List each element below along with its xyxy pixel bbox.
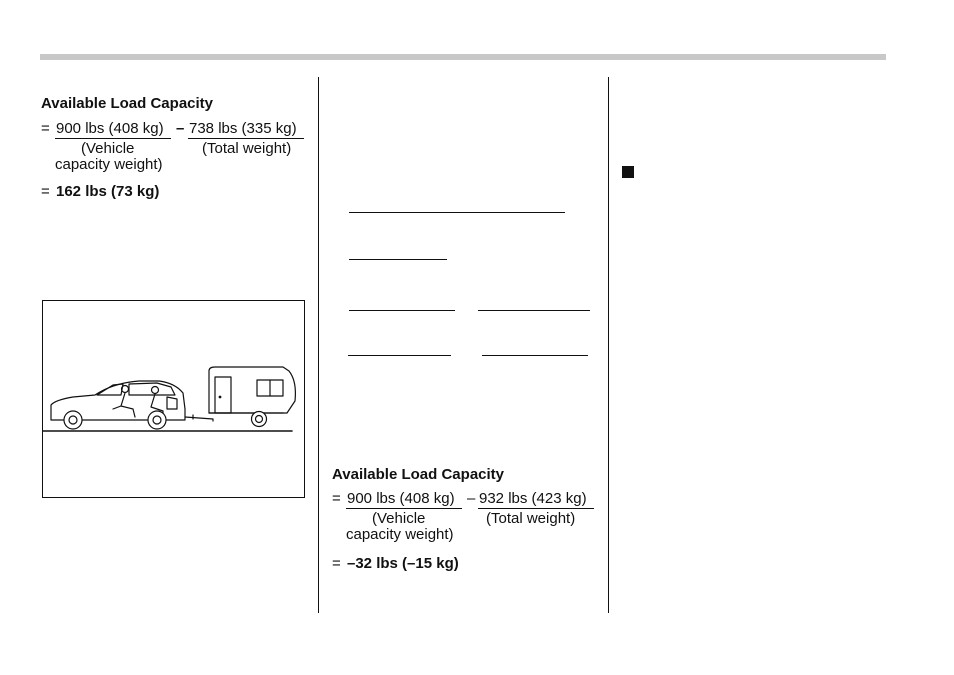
total-weight-value-1: 738 lbs (335 kg) [189, 120, 297, 137]
vehicle-capacity-value-2: 900 lbs (408 kg) [347, 490, 455, 507]
vehicle-label-1: (Vehicle [81, 140, 135, 157]
total-weight-value-2: 932 lbs (423 kg) [479, 490, 587, 507]
header-rule [40, 54, 886, 60]
column-divider-2 [608, 77, 609, 613]
blank-line-3b [478, 310, 590, 311]
result-value-2: –32 lbs (–15 kg) [347, 555, 459, 572]
minus-operator-1: – [176, 120, 185, 137]
minus-operator-2: – [467, 490, 476, 507]
car-towing-trailer-icon [43, 301, 304, 497]
underline-a-2 [346, 508, 462, 509]
equals-sign-1: = [41, 120, 50, 137]
result-equals-1: = [41, 183, 50, 200]
capacity-weight-label-1: capacity weight) [55, 156, 163, 173]
blank-line-4b [482, 355, 588, 356]
capacity-weight-label-2: capacity weight) [346, 526, 454, 543]
vehicle-capacity-value-1: 900 lbs (408 kg) [56, 120, 164, 137]
load-capacity-heading-1: Available Load Capacity [41, 95, 214, 112]
total-weight-label-2: (Total weight) [486, 510, 576, 527]
underline-b-2 [478, 508, 594, 509]
vehicle-label-2: (Vehicle [372, 510, 426, 527]
column-divider-1 [318, 77, 319, 613]
underline-b-1 [188, 138, 304, 139]
blank-line-3a [349, 310, 455, 311]
equals-sign-2: = [332, 490, 341, 507]
total-weight-label-1: (Total weight) [202, 140, 292, 157]
result-value-1: 162 lbs (73 kg) [56, 183, 160, 200]
towing-figure [42, 300, 305, 498]
result-equals-2: = [332, 555, 341, 572]
blank-line-2 [349, 259, 447, 260]
section-bullet-icon [622, 166, 634, 178]
blank-line-1 [349, 212, 565, 213]
underline-a-1 [55, 138, 171, 139]
load-capacity-heading-2: Available Load Capacity [332, 466, 505, 483]
blank-line-4a [348, 355, 451, 356]
